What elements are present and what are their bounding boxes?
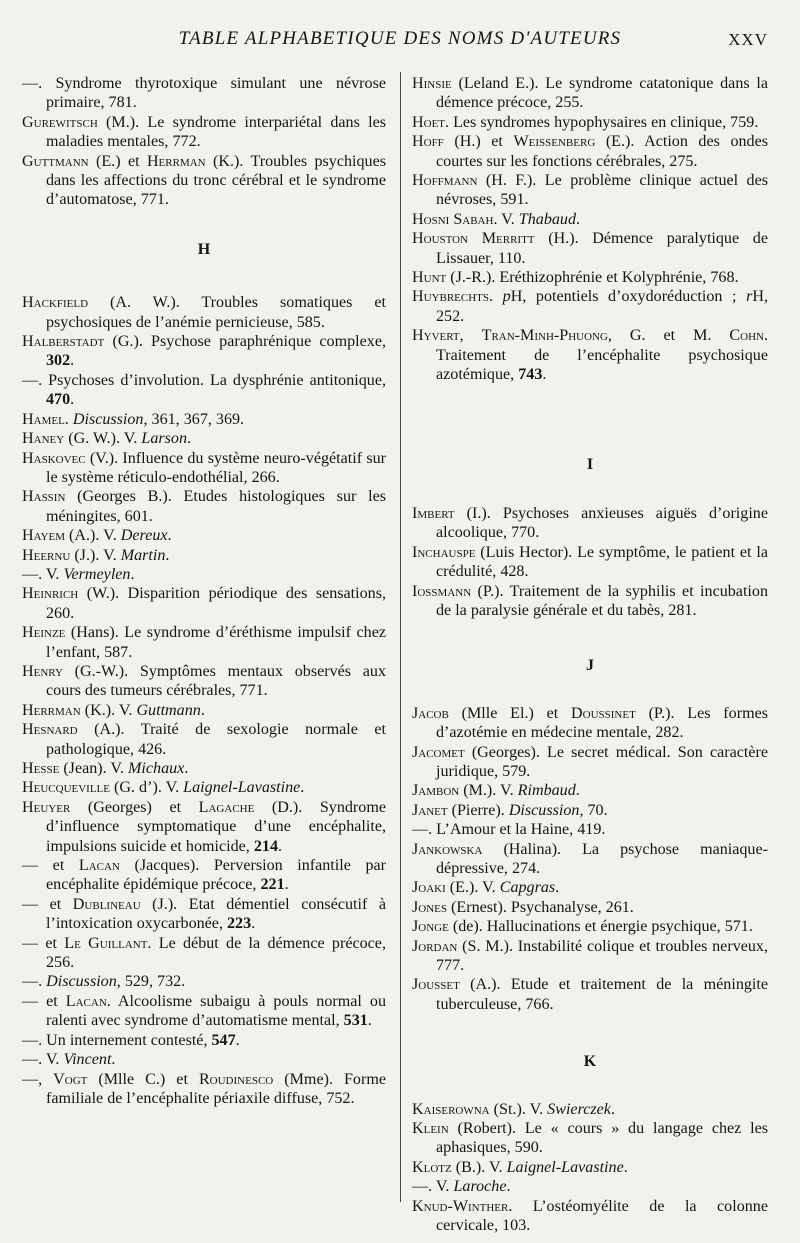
index-entry <box>412 937 768 976</box>
author-name: Hosni Sabah <box>412 210 494 228</box>
index-entry <box>412 326 768 384</box>
entry-text: . <box>489 288 503 306</box>
entry-text: . Traitement de l’encéphalite psychosique azotémique, <box>436 327 768 384</box>
author-name: Jones <box>412 898 447 916</box>
entry-text: (P.). Traitement de la syphilis et incubation de la paralysie générale et du tabès, 281. <box>436 582 768 619</box>
page-title: TABLE ALPHABETIQUE DES NOMS D'AUTEURS <box>178 28 622 49</box>
entry-text: . <box>251 915 256 933</box>
index-entry <box>22 410 386 429</box>
author-name: Iossmann <box>412 582 472 600</box>
entry-text: . <box>278 837 283 855</box>
author-name: Huybrechts <box>412 288 490 306</box>
author-name: Haney <box>22 430 65 448</box>
index-entry <box>22 449 386 488</box>
cross-reference: p <box>502 288 511 306</box>
entry-text: (B.). V. <box>451 1158 507 1176</box>
index-entry <box>22 565 386 584</box>
index-entry <box>412 840 768 879</box>
index-entry <box>412 878 768 897</box>
author-name: Le Guillant <box>64 934 148 952</box>
entry-text: (I.). Psychoses anxieuses aiguës d’origine alcoolique, 770. <box>436 504 768 542</box>
page-ref: 221 <box>260 876 285 894</box>
running-header <box>0 28 800 56</box>
page-ref: 531 <box>343 1012 368 1030</box>
entry-text: (K.). Troubles psychiques dans les affections du tronc cérébral et le syndrome d’automatose, 771. <box>46 152 386 209</box>
entry-text: (Leland E.). Le syndrome catatonique dans la démence précoce, 255. <box>436 75 768 112</box>
cross-reference: Larson <box>141 430 188 448</box>
column-divider <box>400 72 401 1202</box>
entry-text: — et <box>22 934 65 952</box>
entry-text: (G. d’). V. <box>110 779 184 797</box>
cross-reference: Laignel-Lavastine <box>506 1158 624 1176</box>
index-entry <box>412 781 768 800</box>
entry-text: — et <box>22 992 66 1010</box>
author-name: Gurewitsch <box>22 113 98 131</box>
author-name: Heinrich <box>22 585 79 603</box>
author-name: Hesse <box>22 760 60 777</box>
author-name: Hesnard <box>22 721 78 739</box>
entry-text: —, <box>22 1070 54 1088</box>
index-entry <box>412 210 768 229</box>
index-entry <box>22 526 386 545</box>
cross-reference: Vincent <box>63 1051 112 1069</box>
entry-text: (G.). Psychose paraphrénique complexe, <box>104 333 386 351</box>
entry-text: . <box>111 1051 116 1069</box>
entry-text: (A.). Etude et traitement de la méningite tuberculeuse, 766. <box>436 976 768 1013</box>
author-name: Roudinesco <box>198 1070 274 1088</box>
index-entry <box>22 778 386 797</box>
entry-text: (G.-W.). Symptômes mentaux observés aux cours des tumeurs cérébrales, 771. <box>46 662 386 700</box>
entry-text: —. <box>22 973 47 991</box>
entry-text: . <box>367 1012 372 1030</box>
cross-reference: Capgras <box>499 879 556 897</box>
author-name: Hayem <box>22 527 66 545</box>
entry-text: (Georges B.). Etudes histologiques sur les méningites, 601. <box>46 488 386 525</box>
right-column <box>412 74 768 1236</box>
entry-text: (J.). V. <box>70 546 121 564</box>
author-name: Herrman <box>146 152 206 170</box>
entry-text: . <box>70 391 75 409</box>
author-name: Doussinet <box>571 704 636 722</box>
index-entry <box>412 229 768 268</box>
entry-text: (de). Hallucinations et énergie psychique, 571. <box>448 918 753 936</box>
author-name: Hackfield <box>22 294 89 312</box>
entry-text: (Georges) et <box>70 798 199 816</box>
author-name: Hoet <box>412 113 446 131</box>
author-name: Vogt <box>53 1070 88 1088</box>
entry-text: (A.). V. <box>65 527 121 545</box>
entry-text: (Mlle C.) et <box>87 1070 199 1088</box>
author-name: Lacan <box>65 992 107 1010</box>
author-name: Jonge <box>412 918 449 936</box>
index-entry <box>412 504 768 543</box>
index-entry <box>22 74 386 113</box>
author-name: Heinze <box>22 624 66 642</box>
index-entry <box>412 917 768 936</box>
index-entry <box>22 934 386 973</box>
entry-text: (Pierre). <box>447 801 509 819</box>
page-ref: 470 <box>46 391 71 409</box>
entry-text: . <box>187 430 192 448</box>
section-letter: J <box>586 657 594 675</box>
index-entry <box>412 898 768 917</box>
left-column <box>22 74 386 1108</box>
section-letter: I <box>586 455 594 473</box>
author-name: Imbert <box>412 504 455 522</box>
index-entry <box>412 132 768 171</box>
cross-reference: Discussion <box>508 801 580 819</box>
index-entry <box>412 704 768 743</box>
author-name: Joaki <box>412 879 446 897</box>
author-name: Janet <box>412 801 448 819</box>
entry-text: . <box>235 1031 240 1049</box>
section-letter: K <box>583 1053 597 1071</box>
entry-text: . <box>623 1158 628 1176</box>
entry-text: (P.). Les formes d’azotémie en médecine mentale, 282. <box>436 704 768 742</box>
index-entry <box>22 371 386 410</box>
author-name: Houston Merritt <box>412 230 535 248</box>
author-name: Klotz <box>412 1158 452 1176</box>
entry-text: —. V. <box>22 565 64 583</box>
cross-reference: Rimbaud <box>517 782 576 800</box>
index-entry <box>22 856 386 895</box>
cross-reference: Vermeylen <box>63 565 131 583</box>
entry-text: (Ernest). Psychanalyse, 261. <box>447 898 634 916</box>
entry-text: (E.). Action des ondes courtes sur les fonctions cérébrales, 275. <box>436 133 768 170</box>
index-entry <box>22 798 386 856</box>
page-ref: 302 <box>46 352 71 370</box>
index-entry <box>22 623 386 662</box>
author-name: Hunt <box>412 269 447 287</box>
entry-text: . Les syndromes hypophysaires en clinique, 759. <box>445 113 759 131</box>
index-entry <box>412 287 768 326</box>
entry-text: . <box>576 210 581 228</box>
index-entry <box>412 743 768 782</box>
index-entry <box>412 113 768 132</box>
author-name: Heucqueville <box>22 779 110 797</box>
index-entry <box>22 1070 386 1109</box>
entry-text: . <box>506 1178 511 1196</box>
cross-reference: Dereux <box>120 527 168 545</box>
author-name: Hinsie <box>412 75 452 92</box>
author-name: Henry <box>22 662 63 680</box>
entry-text: (J.-R.). Eréthizophrénie et Kolyphrénie, 768. <box>446 269 739 287</box>
entry-text: (Jacques). Perversion infantile par encéphalite épidémique précoce, <box>46 857 386 894</box>
cross-reference: Martin <box>120 546 166 564</box>
index-entry <box>22 992 386 1031</box>
entry-text: . Alcoolisme subaigu à pouls normal ou ralenti avec syndrome d’automatisme mental, <box>46 992 386 1030</box>
cross-reference: Swierczek <box>547 1100 611 1118</box>
author-name: Jordan <box>412 937 458 955</box>
entry-text: (E.). V. <box>445 879 500 897</box>
entry-text: . <box>167 527 172 545</box>
entry-text: . <box>575 782 580 800</box>
author-name: Knud-Winther <box>412 1197 509 1215</box>
author-name: Heernu <box>22 546 71 564</box>
entry-text: (V.). Influence du système neuro-végétatif sur le système réticulo-endothélial, 266. <box>46 449 386 486</box>
entry-text: (Robert). Le « cours » du langage chez les aphasiques, 590. <box>436 1120 768 1157</box>
entry-text: , 70. <box>579 801 608 819</box>
entry-text: . <box>70 352 75 370</box>
index-entry <box>412 1177 768 1196</box>
section-letter: H <box>197 240 211 258</box>
author-name: Hoff <box>412 133 444 151</box>
entry-text: —. V. <box>412 1178 454 1196</box>
page-ref: 743 <box>518 366 543 384</box>
entry-text: . V. <box>493 210 519 228</box>
entry-text: (H.) et <box>443 133 514 151</box>
entry-text: — et <box>22 857 79 875</box>
cross-reference: Thabaud <box>518 210 577 228</box>
entry-text: . L’ostéomyélite de la colonne cervicale, 103. <box>436 1197 768 1235</box>
entry-text: (G. W.). V. <box>64 430 142 448</box>
index-entry <box>412 74 768 113</box>
author-name: Weissenberg <box>513 133 596 151</box>
index-entry <box>22 1031 386 1050</box>
index-entry <box>22 895 386 934</box>
entry-text: (H.). Démence paralytique de Lissauer, 110. <box>436 230 768 267</box>
index-entry <box>22 152 386 210</box>
index-entry <box>412 268 768 287</box>
cross-reference: Discussion <box>72 410 144 428</box>
author-name: Inchauspe <box>412 543 476 561</box>
entry-text: . <box>64 410 73 428</box>
entry-text: . <box>610 1100 615 1118</box>
entry-text: . <box>542 366 547 384</box>
author-name: Jacob <box>412 704 449 722</box>
index-entry <box>22 113 386 152</box>
author-name: Haskovec <box>22 449 86 467</box>
page-ref: 223 <box>227 915 252 933</box>
author-name: Hyvert <box>412 327 460 345</box>
author-name: Hassin <box>22 488 66 506</box>
author-name: Lacan <box>78 857 120 875</box>
author-name: Kaiserowna <box>412 1100 490 1118</box>
entry-text: —. Psychoses d’involution. La dysphrénie antitonique, <box>22 371 386 389</box>
entry-text: . <box>130 565 135 583</box>
entry-text: (D.). Syndrome d’influence symptomatique d’une encéphalite, impulsions suicide et homicide, <box>46 798 386 855</box>
entry-text: —. V. <box>22 1051 64 1069</box>
cross-reference: Laroche <box>453 1178 507 1196</box>
entry-text: . <box>200 701 205 719</box>
author-name: Dublineau <box>72 895 141 913</box>
entry-text: (A. W.). Troubles somatiques et psychosiques de l’anémie pernicieuse, 585. <box>46 294 386 331</box>
index-entry <box>22 332 386 371</box>
entry-text: , 361, 367, 369. <box>143 410 245 428</box>
entry-text: (W.). Disparition périodique des sensations, 260. <box>46 585 386 622</box>
index-entry <box>412 1119 768 1158</box>
cross-reference: Guttmann <box>136 701 201 719</box>
cross-reference: Michaux <box>128 760 185 777</box>
entry-text: , G. et M. <box>607 327 730 345</box>
entry-text: H, potentiels d’oxydoréduction ; <box>510 288 747 306</box>
page-ref: 214 <box>253 837 278 855</box>
entry-text: (M.). Le syndrome interpariétal dans les maladies mentales, 772. <box>46 113 386 151</box>
index-entry <box>412 582 768 621</box>
entry-text: (Mlle El.) et <box>448 704 571 722</box>
entry-text: . <box>165 546 170 564</box>
author-name: Hoffmann <box>412 172 478 190</box>
index-entry <box>22 701 386 720</box>
entry-text: (K.). V. <box>80 701 137 719</box>
entry-text: (H. F.). Le problème clinique actuel des névroses, 591. <box>436 172 768 209</box>
author-name: Herrman <box>22 701 81 719</box>
entry-text: H, 252. <box>436 288 769 325</box>
author-name: Guttmann <box>22 152 89 170</box>
author-name: Halberstadt <box>22 333 105 351</box>
entry-text: (J.). Etat démentiel consécutif à l’intoxication oxycarbonée, <box>46 895 387 933</box>
page-number: XXV <box>728 30 768 49</box>
entry-text: —. L’Amour et la Haine, 419. <box>412 821 606 839</box>
entry-text: (Hans). Le syndrome d’éréthisme impulsif chez l’enfant, 587. <box>46 624 386 661</box>
author-name: Jousset <box>412 976 460 994</box>
author-name: Heuyer <box>22 798 71 816</box>
index-entry <box>412 1158 768 1177</box>
index-entry <box>22 293 386 332</box>
index-entry <box>412 801 768 820</box>
author-name: Jankowska <box>412 840 483 858</box>
index-entry <box>22 1050 386 1069</box>
entry-text: (Halina). La psychose maniaque-dépressive, 274. <box>436 840 768 877</box>
index-entry <box>412 543 768 582</box>
entry-text: (Jean). V. <box>59 760 128 777</box>
index-entry <box>22 584 386 623</box>
entry-text: , <box>459 327 482 345</box>
entry-text: (Mme). Forme familiale de l’encéphalite périaxile diffuse, 752. <box>46 1070 386 1107</box>
entry-text: (S. M.). Instabilité colique et troubles nerveux, 777. <box>436 937 768 975</box>
entry-text: (Georges). Le secret médical. Son caractère juridique, 579. <box>436 743 768 780</box>
author-name: Hamel <box>22 410 65 428</box>
author-name: Lagache <box>198 798 255 816</box>
entry-text: —. Syndrome thyrotoxique simulant une névrose primaire, 781. <box>22 75 386 112</box>
entry-text: . <box>555 879 560 897</box>
page-ref: 547 <box>211 1031 236 1049</box>
entry-text: . <box>184 760 189 777</box>
index-entry <box>22 429 386 448</box>
entry-text: . <box>300 779 305 797</box>
cross-reference: r <box>746 288 753 306</box>
cross-reference: Discussion <box>46 973 117 991</box>
entry-text: . Le début de la démence précoce, 256. <box>46 934 386 972</box>
author-name: Cohn <box>729 327 764 345</box>
author-name: Jambon <box>412 782 460 800</box>
entry-text: . <box>284 876 289 894</box>
author-name: Klein <box>412 1120 449 1138</box>
index-entry <box>412 975 768 1014</box>
index-entry <box>22 487 386 526</box>
entry-text: (M.). V. <box>459 782 518 800</box>
entry-text: (A.). Traité de sexologie normale et pathologique, 426. <box>46 721 386 758</box>
entry-text: —. Un internement contesté, <box>22 1031 212 1049</box>
author-name: Tran-Minh-Phuong <box>481 327 608 345</box>
index-entry <box>412 171 768 210</box>
entry-text: , 529, 732. <box>116 973 186 991</box>
index-entry <box>22 662 386 701</box>
index-entry <box>412 1197 768 1236</box>
entry-text: — et <box>22 895 73 913</box>
index-entry <box>22 759 386 778</box>
index-entry <box>22 546 386 565</box>
entry-text: (Luis Hector). Le symptôme, le patient et la crédulité, 428. <box>436 543 768 581</box>
index-entry <box>22 972 386 991</box>
index-entry <box>412 1100 768 1119</box>
index-entry <box>412 820 768 839</box>
index-entry <box>22 720 386 759</box>
entry-text: (E.) et <box>88 152 147 170</box>
cross-reference: Laignel-Lavastine <box>183 779 301 797</box>
entry-text: (St.). V. <box>489 1100 548 1118</box>
author-name: Jacomet <box>412 743 465 761</box>
